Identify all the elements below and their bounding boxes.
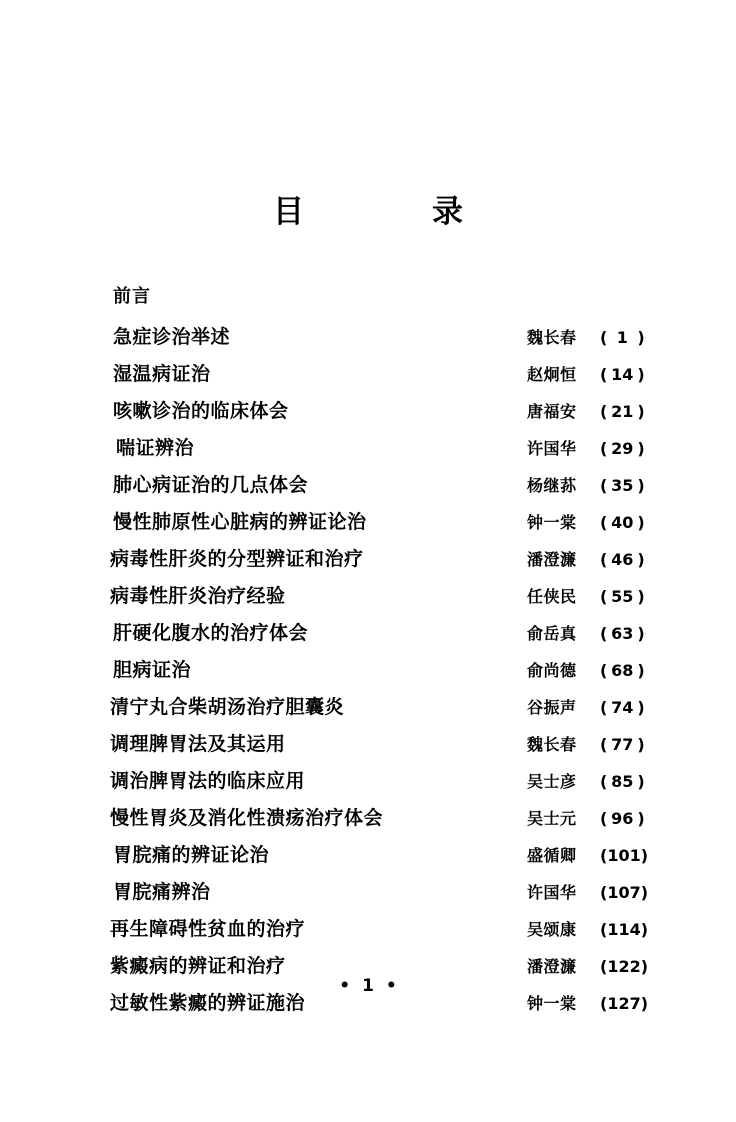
toc-entry-author: 潘澄濂 <box>527 550 577 569</box>
toc-entry-title: 病毒性肝炎的分型辨证和治疗 <box>110 548 364 570</box>
toc-entry-page <box>600 837 666 874</box>
toc-entry-author: 俞岳真 <box>527 624 577 643</box>
toc-page-paren-open: ( <box>600 328 608 347</box>
toc-page-number: 85 <box>611 772 634 791</box>
toc-entry[interactable] <box>0 652 736 689</box>
toc-page-paren-open: ( <box>600 735 608 754</box>
toc-entry-title: 慢性胃炎及消化性溃疡治疗体会 <box>110 807 384 829</box>
toc-page-paren-open: ( <box>600 883 608 902</box>
toc-entry-page <box>600 652 666 689</box>
toc-page-paren-open: ( <box>600 809 608 828</box>
toc-entry-author: 许国华 <box>527 439 577 458</box>
toc-page-paren-close: ) <box>640 883 649 902</box>
toc-entry-author: 任侠民 <box>527 587 577 606</box>
toc-page-number: 55 <box>611 587 634 606</box>
toc-page-paren-close: ) <box>640 957 649 976</box>
toc-entry-author: 钟一棠 <box>527 994 577 1013</box>
toc-page-paren-open: ( <box>600 624 608 643</box>
toc-entry-title: 胃脘痛辨治 <box>113 881 211 903</box>
toc-entry[interactable] <box>0 356 736 393</box>
toc-entry-page <box>600 541 666 578</box>
toc-page-paren-close: ) <box>637 587 645 606</box>
toc-entry-page <box>600 356 666 393</box>
toc-page-paren-open: ( <box>600 365 608 384</box>
toc-entry-title: 调理脾胃法及其运用 <box>110 733 286 755</box>
toc-page-paren-close: ) <box>640 994 649 1013</box>
toc-page-paren-close: ) <box>640 846 649 865</box>
toc-page-number: 96 <box>611 809 634 828</box>
toc-entry-author: 吴颂康 <box>527 920 577 939</box>
folio-number: 1 <box>362 976 374 996</box>
toc-page-paren-close: ) <box>637 476 645 495</box>
page-title: 目 录 <box>273 194 485 230</box>
toc-page-number: 127 <box>607 994 641 1013</box>
toc-page-paren-close: ) <box>637 772 645 791</box>
toc-page-paren-close: ) <box>637 550 645 569</box>
toc-entry[interactable] <box>0 541 736 578</box>
toc-page-paren-open: ( <box>600 661 608 680</box>
toc-entry-page <box>600 430 666 467</box>
toc-entry-page <box>600 726 666 763</box>
toc-page-number: 21 <box>611 402 634 421</box>
toc-entry-page <box>600 689 666 726</box>
toc-entry-page <box>600 319 666 356</box>
toc-entry[interactable] <box>0 393 736 430</box>
toc-page-paren-close: ) <box>637 735 645 754</box>
toc-entry-author: 唐福安 <box>527 402 577 421</box>
toc-page-paren-open: ( <box>600 772 608 791</box>
toc-entry-page <box>600 911 666 948</box>
toc-page-number: 74 <box>611 698 634 717</box>
toc-page-paren-open: ( <box>600 587 608 606</box>
toc-entry[interactable] <box>0 578 736 615</box>
toc-entry-preface: 前言 <box>113 286 151 307</box>
toc-page-number: 122 <box>607 957 641 976</box>
toc-entry-page <box>600 800 666 837</box>
toc-page-number: 68 <box>611 661 634 680</box>
toc-page-paren-open: ( <box>600 439 608 458</box>
toc-page-paren-open: ( <box>600 698 608 717</box>
toc-page-number: 40 <box>611 513 634 532</box>
table-of-contents <box>0 282 736 1022</box>
toc-entry-page <box>600 578 666 615</box>
toc-entry-page <box>600 874 666 911</box>
toc-entry-author: 俞尚德 <box>527 661 577 680</box>
toc-entry[interactable] <box>0 837 736 874</box>
toc-entry[interactable] <box>0 430 736 467</box>
toc-entry-author: 吴士彦 <box>527 772 577 791</box>
toc-entry-author: 魏长春 <box>527 735 577 754</box>
toc-entry-author: 谷振声 <box>527 698 577 717</box>
toc-page-paren-open: ( <box>600 957 608 976</box>
toc-entry-title: 喘证辨治 <box>116 437 195 459</box>
toc-entry[interactable] <box>0 763 736 800</box>
toc-entry[interactable] <box>0 504 736 541</box>
toc-page-paren-open: ( <box>600 550 608 569</box>
toc-page-paren-close: ) <box>637 328 645 347</box>
toc-entry-page <box>600 763 666 800</box>
toc-page-paren-close: ) <box>637 624 645 643</box>
folio-right-dot: • <box>385 976 397 996</box>
toc-page-number: 114 <box>607 920 641 939</box>
toc-page-paren-open: ( <box>600 920 608 939</box>
toc-entry-page <box>600 615 666 652</box>
toc-page-paren-open: ( <box>600 846 608 865</box>
toc-entry-author: 潘澄濂 <box>527 957 577 976</box>
toc-page-paren-close: ) <box>637 661 645 680</box>
toc-page-paren-open: ( <box>600 402 608 421</box>
toc-page-number: 29 <box>611 439 634 458</box>
toc-entry-title: 胆病证治 <box>113 659 192 681</box>
toc-entry-author: 吴士元 <box>527 809 577 828</box>
toc-entry[interactable] <box>0 800 736 837</box>
toc-entry-title: 胃脘痛的辨证论治 <box>113 844 270 866</box>
toc-page-paren-close: ) <box>637 402 645 421</box>
toc-page-number: 107 <box>607 883 641 902</box>
folio-left-dot: • <box>339 976 351 996</box>
toc-entry-title: 清宁丸合柴胡汤治疗胆囊炎 <box>110 696 345 718</box>
toc-entry-title: 慢性肺原性心脏病的辨证论治 <box>113 511 367 533</box>
toc-page-number: 1 <box>616 328 628 347</box>
toc-page-number: 14 <box>611 365 634 384</box>
toc-entry[interactable] <box>0 726 736 763</box>
toc-page-paren-close: ) <box>637 513 645 532</box>
toc-page-number: 63 <box>611 624 634 643</box>
toc-entry-title: 肺心病证治的几点体会 <box>113 474 309 496</box>
toc-page-paren-open: ( <box>600 513 608 532</box>
toc-page-paren-close: ) <box>637 365 645 384</box>
toc-page-number: 35 <box>611 476 634 495</box>
toc-entry-author: 魏长春 <box>527 328 577 347</box>
toc-page-number: 101 <box>607 846 641 865</box>
toc-page-paren-close: ) <box>637 439 645 458</box>
toc-entry-author: 赵炯恒 <box>527 365 577 384</box>
toc-page-paren-close: ) <box>637 698 645 717</box>
toc-entry-title: 急症诊治举述 <box>113 326 231 348</box>
toc-entry-title: 再生障碍性贫血的治疗 <box>110 918 306 940</box>
toc-entry-page <box>600 467 666 504</box>
toc-entry[interactable] <box>0 615 736 652</box>
toc-entry[interactable] <box>0 874 736 911</box>
toc-entry-title: 调治脾胃法的临床应用 <box>110 770 306 792</box>
toc-entry-author: 钟一棠 <box>527 513 577 532</box>
toc-entry[interactable] <box>0 689 736 726</box>
toc-entry-author: 杨继荪 <box>527 476 577 495</box>
toc-entry-author: 盛循卿 <box>527 846 577 865</box>
toc-entry-author: 许国华 <box>527 883 577 902</box>
toc-entry[interactable] <box>0 911 736 948</box>
toc-page-paren-close: ) <box>640 920 649 939</box>
toc-entry-title: 紫癜病的辨证和治疗 <box>110 955 286 977</box>
toc-entry[interactable] <box>0 467 736 504</box>
page-folio <box>0 976 736 996</box>
toc-preface-row <box>0 282 736 319</box>
toc-page-paren-open: ( <box>600 476 608 495</box>
toc-entry-title: 湿温病证治 <box>113 363 211 385</box>
toc-entry-page <box>600 393 666 430</box>
toc-entry-title: 病毒性肝炎治疗经验 <box>110 585 286 607</box>
toc-page-number: 46 <box>611 550 634 569</box>
toc-entry[interactable] <box>0 319 736 356</box>
toc-page-number: 77 <box>611 735 634 754</box>
toc-entry-title: 咳嗽诊治的临床体会 <box>113 400 289 422</box>
toc-entry-title: 过敏性紫癜的辨证施治 <box>110 992 306 1014</box>
toc-page-paren-open: ( <box>600 994 608 1013</box>
toc-entry-page <box>600 504 666 541</box>
toc-page-paren-close: ) <box>637 809 645 828</box>
toc-entry-title: 肝硬化腹水的治疗体会 <box>113 622 309 644</box>
